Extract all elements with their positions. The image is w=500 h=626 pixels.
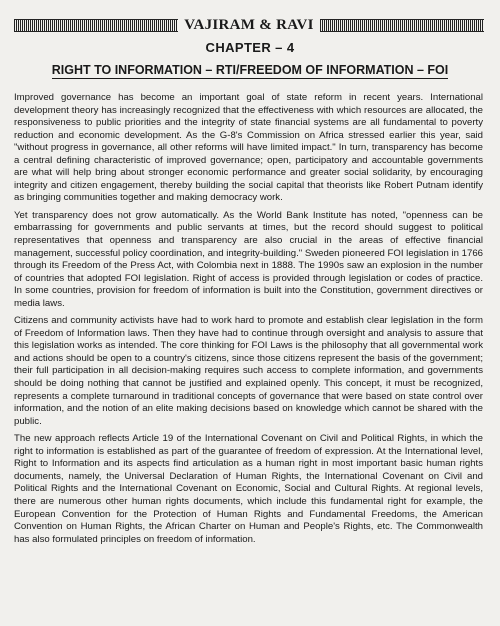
paragraph-3: Citizens and community activists have had to work hard to promote and establish clear legislation in the form of Freedom of Information laws. Then they have had to continue through oversight and analysis to assure that this legislation works as intended. The core thinking for FOI Laws is the philosophy that all governmental work and actions should be open to a country's citizens, since those citizens represent the basis of the government; their full participation in all decision-making requires such access to complete information, and governments should be doing nothing that cannot be justified and explained openly. This concept, it must be recognized, represents a complete turnaround in traditional concepts of governance that were based on state control over information, and the notion of an elite making decisions based on knowledge which cannot be shared with the public.	[14, 315, 483, 427]
paragraph-2: Yet transparency does not grow automatically. As the World Bank Institute has noted, "openness can be embarrassing for governments and public servants at times, but the record should suggest to political representatives that openness and transparency are also crucial in the areas of effective financial management, successful policy coordination, and integrity-building." Sweden pioneered FOI legislation in 1766 through its Freedom of the Press Act, with Colombia next in 1888. The 1990s saw an explosion in the number of countries that adopted FOI legislation. Right of access is provided through legislation or codes of practice. In some countries, provision for freedom of information is built into the Constitution, government directives or media laws.	[14, 209, 483, 309]
chapter-heading: CHAPTER – 4	[205, 40, 295, 55]
header-banner	[14, 17, 484, 33]
paragraph-1: Improved governance has become an important goal of state reform in recent years. International development theory has increasingly recognized that the effectiveness with which resources are allocated, the responsiveness to public priorities and the integrity of state financial systems are all fundamental to poverty reduction and economic development. As the G-8's Commission on Africa stressed earlier this year, said "without progress in governance, all other reforms will have limited impact." In turn, transparency has become a central defining characteristic of improved governance; open, participatory and accountable governments are what will help bring about stronger economic performance and greater social solidarity, by encouraging integrity and citizen engagement, thereby building the social capital that theorists like Robert Putnam identify as bringing communities together and making democracy work.	[14, 92, 483, 204]
banner-hatch-left	[14, 19, 178, 32]
paragraph-4: The new approach reflects Article 19 of the International Covenant on Civil and Political Rights, in which the right to information is established as part of the guarantee of freedom of expression. At the International level, Right to Information and its aspects find articulation as a human right in most important basic human rights documents, namely, the Universal Declaration of Human Rights, the International Covenant on Civil and Political Rights and the International Covenant on Economic, Social and Cultural Rights. At regional levels, there are numerous other human rights documents, which include this fundamental right for example, the European Convention for the Protection of Human Rights and Fundamental Freedoms, the American Convention on Human Rights, the African Charter on Human and People's Rights, etc. The Commonwealth has also formulated principles on freedom of information.	[14, 433, 483, 545]
document-body	[14, 92, 483, 551]
brand-name: VAJIRAM & RAVI	[184, 16, 314, 33]
page-title	[0, 63, 500, 77]
page-title-text: RIGHT TO INFORMATION – RTI/FREEDOM OF INFORMATION – FOI	[51, 63, 449, 77]
banner-hatch-right	[320, 19, 484, 32]
